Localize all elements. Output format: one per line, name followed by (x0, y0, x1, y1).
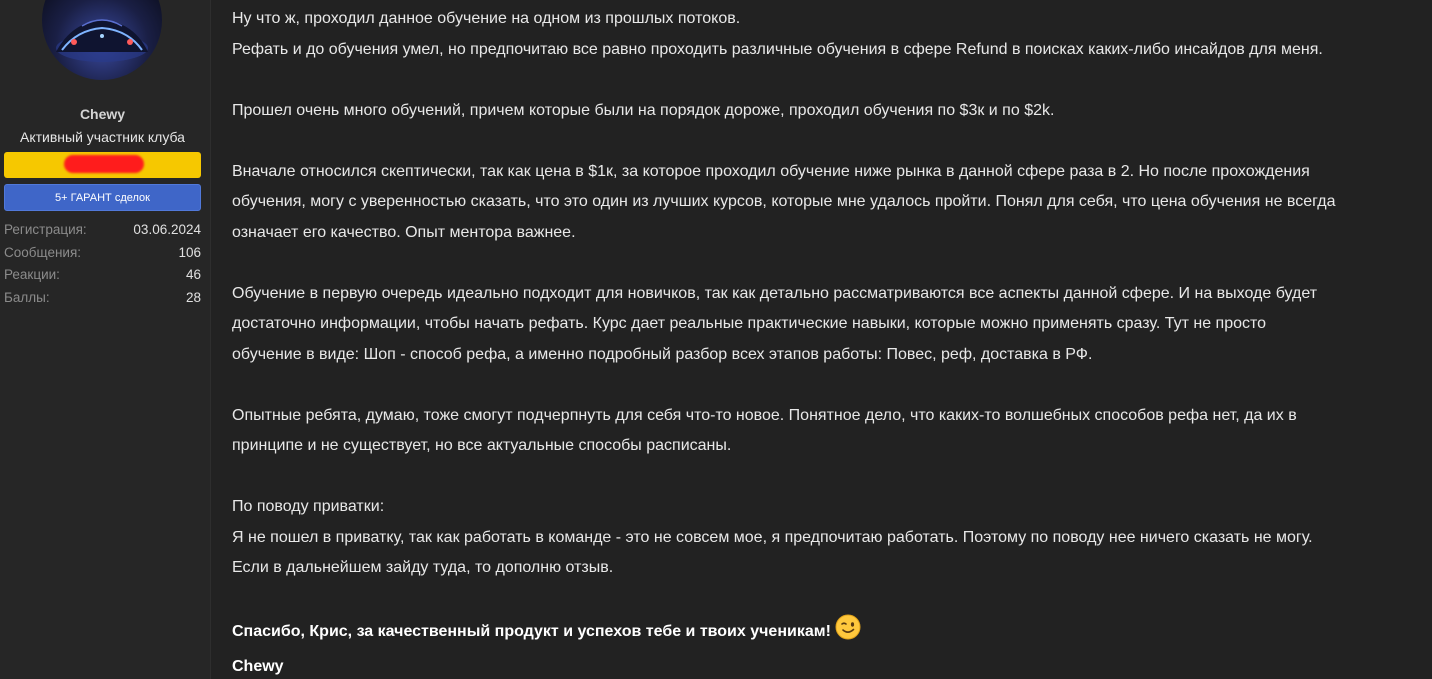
username[interactable]: Chewy (79, 106, 126, 122)
guarantee-badge: 5+ ГАРАНТ сделок (4, 184, 201, 211)
stat-row-registration (4, 219, 201, 242)
post-line: Я не пошел в приватку, так как работать в команде - это не совсем мое, я предпочитаю работать. Поэтому по поводу нее ничего сказать не могу. (232, 528, 1313, 546)
thanks-line (232, 614, 1427, 652)
post-line: Опытные ребята, думаю, тоже смогут подчерпнуть для себя что-то новое. Понятное дело, что каких-то волшебных способов рефа нет, да их в (232, 406, 1297, 424)
stat-row-reactions (4, 264, 201, 287)
avatar[interactable] (42, 0, 162, 80)
winking-face-emoji-icon (835, 614, 861, 652)
stat-value: 03.06.2024 (133, 222, 201, 237)
post-line: По поводу приватки: (232, 498, 385, 515)
post-body (232, 4, 1427, 679)
post-line: Если в дальнейшем зайду туда, то дополню отзыв. (232, 559, 614, 576)
stat-value: 46 (185, 267, 201, 282)
stat-label: Сообщения: (4, 244, 82, 260)
post-line: Обучение в первую очередь идеально подходит для новичков, так как детально рассматриваются все аспекты данной сфере. И на выходе будет (232, 284, 1318, 302)
stat-row-points (4, 287, 201, 310)
user-banner (4, 152, 201, 178)
post-line: Рефать и до обучения умел, но предпочитаю все равно проходить различные обучения в сфере Refund в поисках каких-либо инсайдов для меня. (232, 40, 1323, 58)
user-stats (4, 219, 201, 309)
stat-label: Регистрация: (4, 222, 87, 237)
stat-value: 28 (185, 289, 201, 305)
post-line: достаточно информации, чтобы начать рефать. Курс дает реальные практические навыки, которые можно применять сразу. Тут не просто (232, 315, 1267, 332)
post-line: Вначале относился скептически, так как цена в $1к, за которое проходил обучение ниже рынка в данной сфере раза в 2. Но после прохождения (232, 162, 1310, 180)
stat-row-messages (4, 242, 201, 265)
stat-value: 106 (178, 244, 201, 260)
user-title: Активный участник клуба (20, 129, 185, 145)
post-line: обучение в виде: Шоп - способ рефа, а именно подробный разбор всех этапов работы: Повес, реф, доставка в РФ. (232, 345, 1093, 363)
post-line: обучения, могу с уверенностью сказать, что это один из лучших курсов, которые мне удалось пройти. Понял для себя, что цена обучения не всегда (232, 193, 1336, 210)
thanks-text: Спасибо, Крис, за качественный продукт и успехов тебе и твоих ученикам! (232, 623, 831, 640)
avatar-image (42, 0, 162, 80)
stat-label: Баллы: (4, 289, 50, 305)
post-line: Ну что ж, проходил данное обучение на одном из прошлых потоков. (232, 10, 741, 27)
user-sidebar (0, 0, 211, 679)
post-line: означает его качество. Опыт ментора важнее. (232, 223, 576, 241)
signature: Chewy (232, 657, 284, 675)
redaction-mark (64, 155, 144, 173)
stat-label: Реакции: (4, 267, 60, 282)
post-line: принципе и не существует, но все актуальные способы расписаны. (232, 437, 732, 454)
post-line: Прошел очень много обучений, причем которые были на порядок дороже, проходил обучения по $3к и по $2k. (232, 101, 1055, 119)
